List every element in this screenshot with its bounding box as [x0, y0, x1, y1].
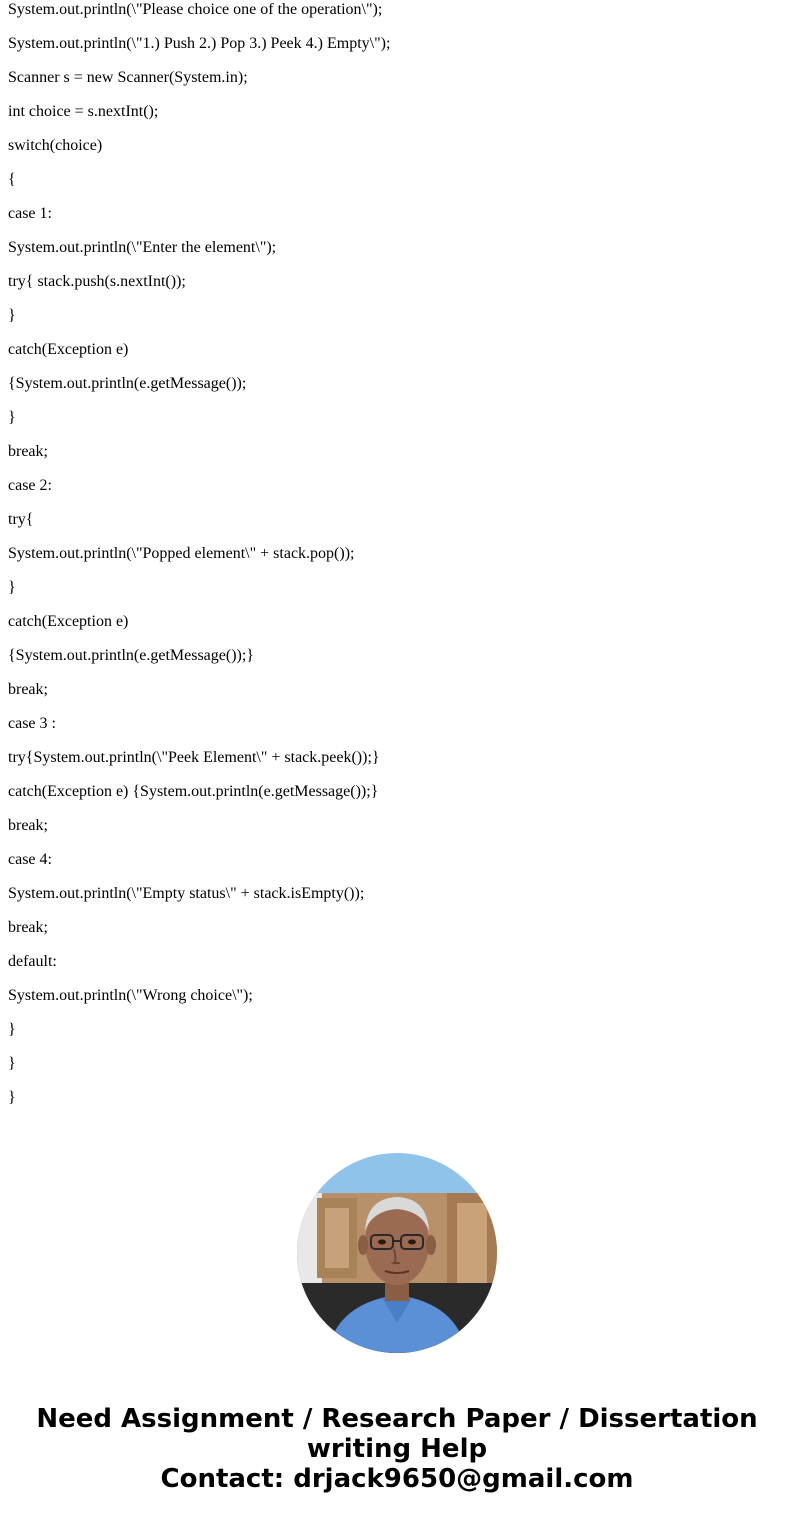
- code-line: switch(choice): [8, 137, 103, 154]
- code-line: default:: [8, 953, 57, 970]
- code-line: int choice = s.nextInt();: [8, 103, 159, 120]
- code-line: catch(Exception e) {System.out.println(e.getMessage());}: [8, 783, 379, 800]
- code-line: catch(Exception e): [8, 341, 129, 358]
- code-line: System.out.println(\"Enter the element\");: [8, 239, 277, 256]
- code-line: {System.out.println(e.getMessage());}: [8, 647, 254, 664]
- footer-contact: [0, 1404, 794, 1494]
- code-line: try{System.out.println(\"Peek Element\" + stack.peek());}: [8, 749, 380, 766]
- code-line: System.out.println(\"Empty status\" + stack.isEmpty());: [8, 885, 365, 902]
- code-line: }: [8, 1055, 16, 1072]
- code-line: Scanner s = new Scanner(System.in);: [8, 69, 248, 86]
- code-line: System.out.println(\"Please choice one of the operation\");: [8, 1, 383, 18]
- footer-headline: Need Assignment / Research Paper / Dissertation: [36, 1404, 758, 1434]
- code-line: {: [8, 171, 16, 188]
- code-line: System.out.println(\"1.) Push 2.) Pop 3.) Peek 4.) Empty\");: [8, 35, 391, 52]
- code-line: catch(Exception e): [8, 613, 129, 630]
- code-line: try{: [8, 511, 34, 528]
- code-line: case 3 :: [8, 715, 56, 732]
- code-line: {System.out.println(e.getMessage());: [8, 375, 247, 392]
- code-line: try{ stack.push(s.nextInt());: [8, 273, 186, 290]
- footer-subheadline: writing Help: [306, 1434, 488, 1464]
- person-photo-icon: [297, 1153, 497, 1353]
- code-line: }: [8, 579, 16, 596]
- code-line: }: [8, 1021, 16, 1038]
- code-line: break;: [8, 681, 48, 698]
- footer-contact-email: Contact: drjack9650@gmail.com: [160, 1464, 634, 1494]
- code-line: case 2:: [8, 477, 52, 494]
- code-line: }: [8, 1089, 16, 1106]
- code-line: }: [8, 307, 16, 324]
- code-line: break;: [8, 919, 48, 936]
- code-line: System.out.println(\"Popped element\" + stack.pop());: [8, 545, 355, 562]
- code-line: break;: [8, 817, 48, 834]
- code-listing: [8, 0, 788, 1122]
- code-line: System.out.println(\"Wrong choice\");: [8, 987, 253, 1004]
- code-line: case 1:: [8, 205, 52, 222]
- code-line: }: [8, 409, 16, 426]
- author-avatar: [297, 1153, 497, 1353]
- code-line: case 4:: [8, 851, 52, 868]
- code-line: break;: [8, 443, 48, 460]
